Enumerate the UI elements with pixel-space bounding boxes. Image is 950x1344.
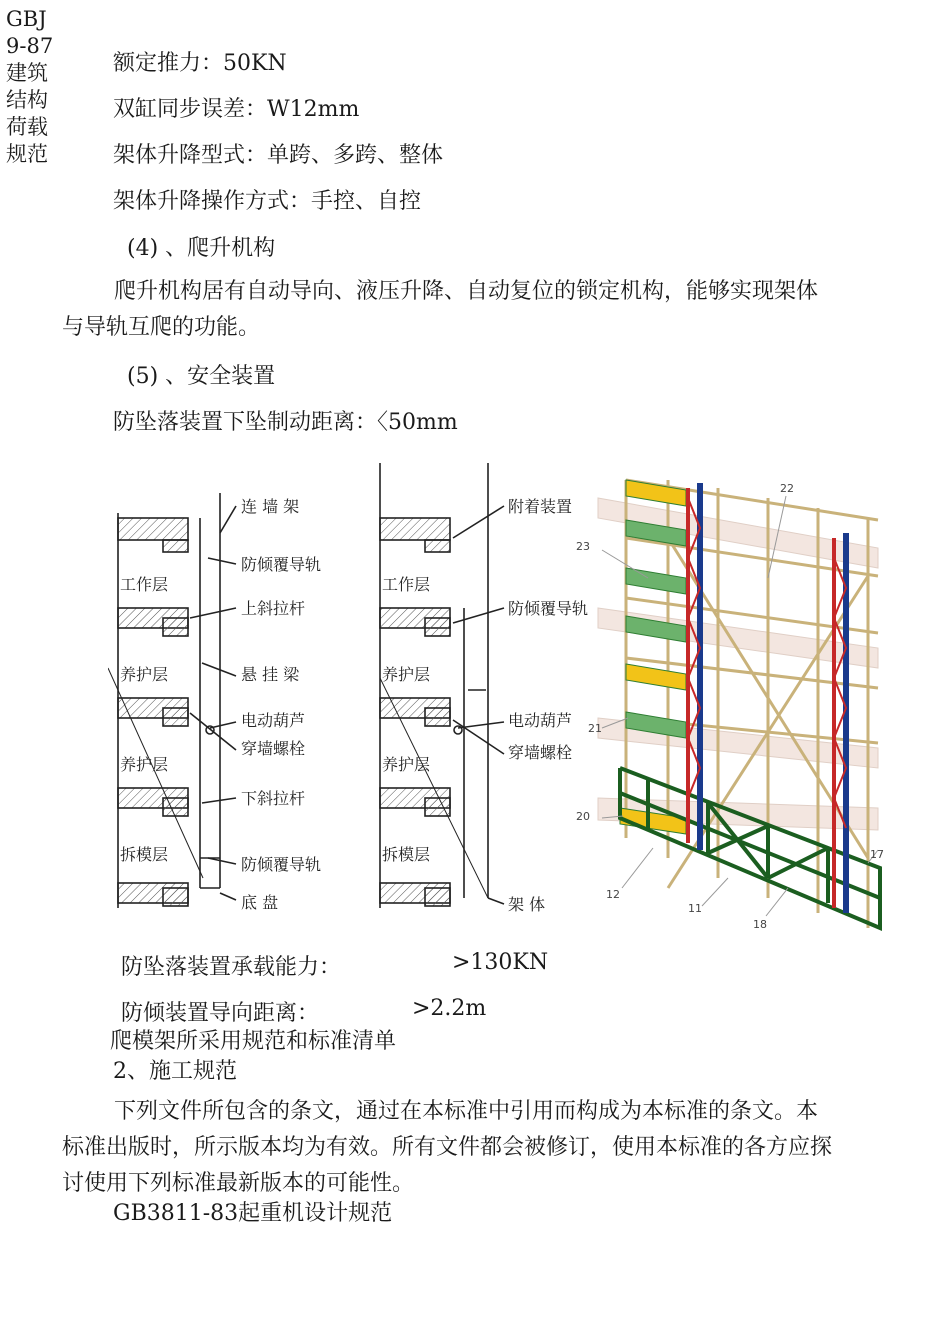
side-standard-tag: GBJ 9-87 建筑结构荷载规范 bbox=[6, 7, 54, 166]
section5-heading: (5) 、安全装置 bbox=[127, 364, 276, 389]
callout-12: 12 bbox=[606, 888, 620, 901]
section2-heading: 2、施工规范 bbox=[113, 1059, 237, 1084]
spec-rated-thrust: 额定推力：50KN bbox=[113, 51, 287, 76]
spec-operation-mode: 架体升降操作方式：手控、自控 bbox=[113, 189, 422, 214]
left-label-1: 连 墙 架 bbox=[241, 497, 300, 516]
left-floor-2: 养护层 bbox=[120, 665, 169, 684]
standard-item-gb3811: GB3811-83起重机设计规范 bbox=[113, 1201, 393, 1226]
mid-floor-2: 养护层 bbox=[382, 665, 431, 684]
callout-18: 18 bbox=[753, 918, 767, 931]
left-label-4: 悬 挂 梁 bbox=[241, 665, 300, 684]
mid-label-1: 附着装置 bbox=[508, 497, 573, 516]
left-label-6: 穿墙螺栓 bbox=[241, 739, 306, 758]
spec-lifting-type: 架体升降型式：单跨、多跨、整体 bbox=[113, 143, 444, 168]
guide-distance-value: >2.2m bbox=[412, 996, 487, 1021]
frame-3d-illustration bbox=[576, 480, 884, 931]
left-label-8: 防倾覆导轨 bbox=[241, 855, 322, 874]
left-floor-1: 工作层 bbox=[120, 575, 169, 594]
spec-sync-error: 双缸同步误差：W12mm bbox=[113, 97, 360, 122]
standards-list-title: 爬模架所采用规范和标准清单 bbox=[110, 1029, 397, 1054]
capacity-label: 防坠落装置承载能力： bbox=[121, 955, 342, 980]
left-label-9: 底 盘 bbox=[241, 893, 279, 912]
section4-body: 爬升机构居有自动导向、液压升降、自动复位的锁定机构，能够实现架体与导轨互爬的功能。 bbox=[62, 279, 819, 340]
section4-heading: (4) 、爬升机构 bbox=[127, 236, 276, 261]
mid-floor-4: 拆模层 bbox=[382, 845, 431, 864]
left-label-2: 防倾覆导轨 bbox=[241, 555, 322, 574]
left-label-5: 电动葫芦 bbox=[241, 711, 306, 730]
mid-label-2: 防倾覆导轨 bbox=[508, 599, 589, 618]
mid-floor-3: 养护层 bbox=[382, 755, 431, 774]
callout-11: 11 bbox=[688, 902, 702, 915]
mid-label-3: 电动葫芦 bbox=[508, 711, 573, 730]
callout-21: 21 bbox=[588, 722, 602, 735]
callout-23: 23 bbox=[576, 540, 590, 553]
left-floor-4: 拆模层 bbox=[120, 845, 169, 864]
callout-17: 17 bbox=[870, 848, 884, 861]
left-label-7: 下斜拉杆 bbox=[241, 789, 306, 808]
callout-20: 20 bbox=[576, 810, 590, 823]
guide-distance-label: 防倾装置导向距离： bbox=[121, 1001, 320, 1026]
callout-22: 22 bbox=[780, 482, 794, 495]
normative-references-text: 下列文件所包含的条文，通过在本标准中引用而构成为本标准的条文。本标准出版时，所示版本均为有效。所有文件都会被修订，使用本标准的各方应探讨使用下列标准最新版本的可能性。 bbox=[62, 1099, 833, 1196]
mid-floor-1: 工作层 bbox=[382, 575, 431, 594]
fall-braking-distance: 防坠落装置下坠制动距离：〈50mm bbox=[113, 410, 458, 435]
capacity-value: >130KN bbox=[452, 950, 549, 975]
mid-label-5: 架 体 bbox=[508, 895, 546, 914]
climbing-frame-figure bbox=[108, 458, 888, 948]
mid-label-4: 穿墙螺栓 bbox=[508, 743, 573, 762]
left-floor-3: 养护层 bbox=[120, 755, 169, 774]
climbing-frame-diagram bbox=[108, 458, 888, 948]
middle-section-diagram bbox=[380, 463, 504, 908]
left-label-3: 上斜拉杆 bbox=[241, 599, 306, 618]
